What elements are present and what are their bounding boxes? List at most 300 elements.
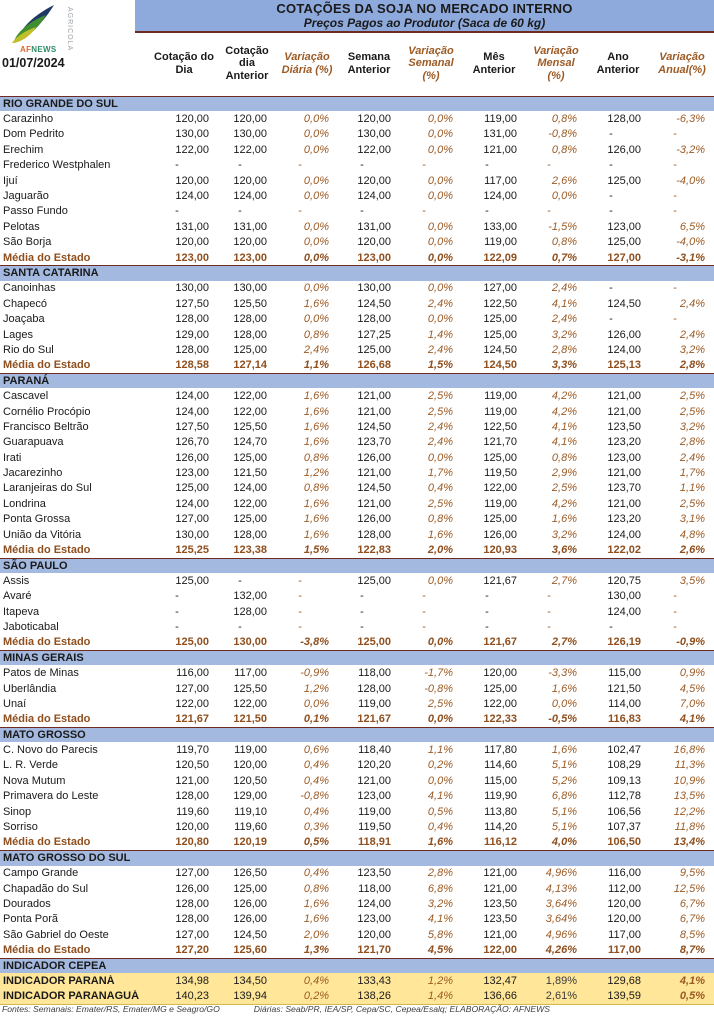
- value-cell: 125,00: [483, 328, 517, 341]
- value-cell: 120,50: [175, 759, 209, 772]
- value-cell: 0,0%: [427, 282, 453, 295]
- value-cell: -: [422, 205, 426, 218]
- value-cell: 2,8%: [427, 867, 453, 880]
- value-cell: 1,1%: [303, 359, 329, 372]
- value-cell: -: [673, 313, 677, 326]
- value-cell: 121,00: [607, 390, 641, 403]
- value-cell: 128,00: [175, 313, 209, 326]
- value-cell: -: [298, 205, 302, 218]
- sources-footer: [2, 1004, 714, 1014]
- value-cell: -: [175, 159, 179, 172]
- value-cell: 123,20: [607, 513, 641, 526]
- value-cell: 124,00: [483, 190, 517, 203]
- value-cell: 0,0%: [303, 697, 329, 710]
- value-cell: -: [673, 620, 677, 633]
- value-cell: 128,00: [233, 528, 267, 541]
- value-cell: 128,58: [175, 359, 209, 372]
- table-row: [0, 989, 714, 1005]
- value-cell: 127,20: [175, 944, 209, 957]
- value-cell: 0,8%: [303, 882, 329, 895]
- value-cell: 2,4%: [551, 313, 577, 326]
- table-row: [0, 681, 714, 696]
- value-cell: -: [547, 620, 551, 633]
- row-label: Média do Estado: [3, 836, 91, 849]
- value-cell: 114,00: [608, 697, 641, 710]
- value-cell: 1,7%: [679, 467, 705, 480]
- row-label: Francisco Beltrão: [3, 420, 89, 433]
- row-label: Avaré: [3, 590, 32, 603]
- value-cell: 2,0%: [303, 928, 329, 941]
- value-cell: 112,78: [608, 790, 641, 803]
- value-cell: 124,00: [357, 190, 391, 203]
- column-header-4: Variação Semanal (%): [408, 45, 454, 82]
- value-cell: 2,7%: [551, 636, 577, 649]
- value-cell: -: [485, 205, 489, 218]
- value-cell: 2,9%: [551, 467, 577, 480]
- value-cell: 0,4%: [303, 774, 329, 787]
- value-cell: 120,00: [357, 113, 391, 126]
- value-cell: -: [422, 605, 426, 618]
- value-cell: 0,4%: [303, 867, 329, 880]
- value-cell: 127,00: [483, 282, 517, 295]
- value-cell: 11,8%: [674, 821, 705, 834]
- value-cell: -: [298, 159, 302, 172]
- value-cell: 130,00: [175, 282, 209, 295]
- value-cell: 128,00: [233, 328, 267, 341]
- value-cell: 125,00: [233, 513, 267, 526]
- value-cell: 124,00: [175, 405, 209, 418]
- table-row: [0, 665, 714, 680]
- value-cell: 0,0%: [427, 574, 453, 587]
- row-label: Patos de Minas: [3, 667, 79, 680]
- value-cell: 115,00: [608, 667, 641, 680]
- value-cell: 0,8%: [303, 482, 329, 495]
- value-cell: 119,50: [358, 821, 391, 834]
- value-cell: 4,2%: [551, 405, 577, 418]
- value-cell: 0,0%: [551, 697, 577, 710]
- value-cell: 120,00: [175, 174, 209, 187]
- value-cell: 139,59: [607, 990, 641, 1003]
- row-label: Jacarezinho: [3, 467, 63, 480]
- value-cell: 125,00: [175, 574, 209, 587]
- value-cell: 125,00: [483, 513, 517, 526]
- row-label: Primavera do Leste: [3, 790, 99, 803]
- column-header-0: Cotação do Dia: [154, 51, 214, 76]
- value-cell: 122,33: [483, 713, 517, 726]
- value-cell: 125,00: [483, 313, 517, 326]
- value-cell: 140,23: [175, 990, 209, 1003]
- value-cell: 0,9%: [679, 667, 705, 680]
- table-row: [0, 111, 714, 126]
- value-cell: 6,7%: [679, 913, 705, 926]
- table-row: [0, 235, 714, 250]
- value-cell: 0,0%: [303, 251, 329, 264]
- table-row: [0, 835, 714, 850]
- value-cell: 121,50: [607, 682, 641, 695]
- value-cell: 118,00: [358, 882, 391, 895]
- value-cell: 5,2%: [551, 774, 577, 787]
- value-cell: 0,5%: [427, 805, 453, 818]
- value-cell: 121,50: [233, 713, 267, 726]
- value-cell: 123,50: [483, 898, 517, 910]
- value-cell: 3,2%: [551, 528, 577, 541]
- table-row: [0, 465, 714, 480]
- value-cell: 124,50: [233, 928, 267, 941]
- value-cell: 0,0%: [427, 313, 453, 326]
- value-cell: 2,4%: [303, 343, 329, 356]
- table-row: [0, 311, 714, 326]
- value-cell: 123,00: [175, 251, 209, 264]
- table-row: [0, 419, 714, 434]
- value-cell: 2,4%: [551, 282, 577, 295]
- value-cell: 0,0%: [427, 451, 453, 464]
- value-cell: 2,5%: [679, 405, 705, 418]
- value-cell: 0,0%: [303, 143, 329, 156]
- value-cell: 139,94: [233, 990, 267, 1003]
- value-cell: 2,4%: [679, 451, 705, 464]
- value-cell: 128,00: [175, 343, 209, 356]
- value-cell: 6,8%: [551, 790, 577, 803]
- value-cell: 0,2%: [427, 759, 453, 772]
- value-cell: -1,7%: [424, 667, 453, 680]
- column-header-7: Ano Anterior: [596, 51, 640, 76]
- page-title: COTAÇÕES DA SOJA NO MERCADO INTERNO: [276, 1, 573, 16]
- value-cell: 0,0%: [303, 113, 329, 126]
- value-cell: 130,00: [175, 128, 209, 141]
- value-cell: 108,29: [607, 759, 641, 772]
- value-cell: -: [360, 605, 364, 618]
- value-cell: 136,66: [483, 990, 517, 1003]
- table-row: [0, 804, 714, 819]
- table-row: [0, 604, 714, 619]
- value-cell: 2,61%: [545, 990, 577, 1003]
- table-row: [0, 296, 714, 311]
- value-cell: -: [238, 205, 242, 218]
- table-row: [0, 158, 714, 173]
- value-cell: -0,8%: [424, 682, 453, 695]
- value-cell: 13,4%: [673, 836, 705, 849]
- value-cell: 3,64%: [545, 898, 577, 910]
- value-cell: -: [422, 590, 426, 603]
- value-cell: 2,5%: [427, 405, 453, 418]
- table-row: [0, 635, 714, 650]
- value-cell: 127,50: [175, 297, 209, 310]
- value-cell: 121,00: [607, 467, 641, 480]
- value-cell: 128,00: [357, 313, 391, 326]
- title-banner: [135, 0, 714, 33]
- value-cell: 124,00: [357, 898, 391, 910]
- value-cell: 129,00: [175, 328, 209, 341]
- value-cell: 7,0%: [679, 697, 705, 710]
- value-cell: 124,00: [607, 528, 641, 541]
- value-cell: 1,89%: [545, 974, 577, 987]
- value-cell: 116,00: [176, 667, 209, 680]
- value-cell: -: [298, 620, 302, 633]
- table-row: [0, 896, 714, 911]
- value-cell: 126,68: [357, 359, 391, 372]
- value-cell: 2,8%: [679, 436, 705, 449]
- value-cell: 124,00: [233, 190, 267, 203]
- value-cell: 120,00: [175, 113, 209, 126]
- value-cell: 118,40: [358, 744, 391, 757]
- value-cell: -: [673, 590, 677, 603]
- value-cell: -0,8%: [300, 790, 329, 803]
- value-cell: 121,70: [357, 944, 391, 957]
- value-cell: 4,1%: [427, 790, 453, 803]
- section-header: INDICADOR CEPEA: [0, 958, 714, 973]
- value-cell: 3,1%: [679, 513, 705, 526]
- value-cell: -: [485, 159, 489, 172]
- row-label: C. Novo do Parecis: [3, 744, 98, 757]
- value-cell: 123,20: [607, 436, 641, 449]
- value-cell: 120,00: [483, 667, 517, 680]
- value-cell: 0,0%: [427, 113, 453, 126]
- value-cell: 5,8%: [427, 928, 453, 941]
- value-cell: 121,00: [483, 928, 517, 941]
- value-cell: 12,2%: [673, 805, 705, 818]
- value-cell: 120,00: [607, 898, 641, 910]
- value-cell: 2,6%: [551, 174, 577, 187]
- table-row: [0, 927, 714, 942]
- value-cell: 119,60: [234, 821, 267, 834]
- logo-vertical-text: AGRICOLA: [66, 7, 73, 52]
- table-row: [0, 173, 714, 188]
- row-label: União da Vitória: [3, 528, 82, 541]
- value-cell: 3,2%: [679, 343, 705, 356]
- table-row: [0, 696, 714, 711]
- value-cell: 11,3%: [674, 759, 705, 772]
- value-cell: 126,00: [233, 898, 267, 910]
- value-cell: 116,12: [483, 836, 517, 849]
- value-cell: 122,00: [233, 143, 267, 156]
- row-label: Média do Estado: [3, 944, 91, 957]
- row-label: Canoinhas: [3, 282, 56, 295]
- section-header: SANTA CATARINA: [0, 265, 714, 280]
- value-cell: 119,00: [484, 236, 517, 249]
- value-cell: -: [485, 605, 489, 618]
- logo-af: AF: [20, 45, 32, 54]
- value-cell: 2,0%: [427, 544, 453, 557]
- section-header: MINAS GERAIS: [0, 650, 714, 665]
- value-cell: -: [298, 605, 302, 618]
- value-cell: 6,5%: [679, 220, 705, 233]
- value-cell: 120,20: [357, 759, 391, 772]
- value-cell: 0,0%: [303, 220, 329, 233]
- value-cell: 1,6%: [551, 744, 577, 757]
- value-cell: 0,0%: [427, 636, 453, 649]
- value-cell: 119,00: [484, 390, 517, 403]
- column-header-5: Mês Anterior: [472, 51, 516, 76]
- value-cell: 119,00: [484, 113, 517, 126]
- column-header-3: Semana Anterior: [347, 51, 391, 76]
- value-cell: 127,14: [233, 359, 267, 372]
- row-label: Cascavel: [3, 390, 49, 403]
- value-cell: 126,00: [175, 451, 209, 464]
- value-cell: 123,00: [607, 451, 641, 464]
- value-cell: 124,50: [483, 359, 517, 372]
- row-label: Chapecó: [3, 297, 48, 310]
- value-cell: -: [422, 620, 426, 633]
- value-cell: 120,19: [233, 836, 267, 849]
- value-cell: 13,5%: [673, 790, 705, 803]
- value-cell: 2,5%: [679, 497, 705, 510]
- value-cell: 123,70: [357, 436, 391, 449]
- value-cell: 120,00: [607, 913, 641, 926]
- value-cell: 0,0%: [427, 190, 453, 203]
- value-cell: 131,00: [357, 220, 391, 233]
- value-cell: 119,10: [234, 805, 267, 818]
- value-cell: 119,70: [176, 744, 209, 757]
- value-cell: 2,5%: [551, 482, 577, 495]
- value-cell: 125,60: [233, 944, 267, 957]
- value-cell: 126,00: [483, 528, 517, 541]
- value-cell: 4,1%: [427, 913, 453, 926]
- row-label: Dourados: [3, 898, 51, 910]
- value-cell: 8,7%: [679, 944, 705, 957]
- value-cell: 123,70: [607, 482, 641, 495]
- report-date: 01/07/2024: [2, 56, 65, 70]
- table-row: [0, 127, 714, 142]
- value-cell: -: [673, 282, 677, 295]
- value-cell: 122,50: [483, 297, 517, 310]
- value-cell: -0,5%: [548, 713, 577, 726]
- value-cell: 2,6%: [679, 544, 705, 557]
- row-label: Ijuí: [3, 174, 18, 187]
- value-cell: 132,47: [483, 974, 517, 987]
- value-cell: 125,00: [607, 174, 641, 187]
- value-cell: 1,1%: [427, 744, 453, 757]
- value-cell: 119,00: [484, 497, 517, 510]
- row-label: Cornélio Procópio: [3, 405, 91, 418]
- value-cell: 10,9%: [673, 774, 705, 787]
- value-cell: 1,6%: [303, 898, 329, 910]
- value-cell: 130,00: [357, 128, 391, 141]
- value-cell: 123,00: [357, 251, 391, 264]
- value-cell: -0,8%: [548, 128, 577, 141]
- column-header-2: Variação Diária (%): [281, 51, 333, 76]
- value-cell: 4,2%: [551, 390, 577, 403]
- value-cell: 124,00: [175, 497, 209, 510]
- value-cell: 125,00: [357, 636, 391, 649]
- value-cell: -: [673, 605, 677, 618]
- value-cell: 119,00: [358, 697, 391, 710]
- value-cell: 121,00: [357, 467, 391, 480]
- value-cell: -: [238, 574, 242, 587]
- value-cell: 122,00: [175, 697, 209, 710]
- value-cell: -: [547, 205, 551, 218]
- value-cell: 1,6%: [303, 528, 329, 541]
- value-cell: 1,6%: [427, 836, 453, 849]
- value-cell: 121,00: [357, 497, 391, 510]
- table-row: [0, 819, 714, 834]
- value-cell: -: [609, 282, 613, 295]
- row-label: Laranjeiras do Sul: [3, 482, 92, 495]
- table-row: [0, 619, 714, 634]
- value-cell: 123,00: [233, 251, 267, 264]
- value-cell: 117,00: [484, 174, 517, 187]
- value-cell: 124,00: [607, 343, 641, 356]
- value-cell: 1,1%: [679, 482, 705, 495]
- value-cell: -: [298, 574, 302, 587]
- row-label: Irati: [3, 451, 22, 464]
- row-label: INDICADOR PARANAGUÁ: [3, 990, 140, 1003]
- value-cell: 117,80: [484, 744, 517, 757]
- section-header: RIO GRANDE DO SUL: [0, 96, 714, 111]
- value-cell: 6,7%: [679, 898, 705, 910]
- value-cell: 2,5%: [427, 697, 453, 710]
- value-cell: 127,00: [175, 867, 209, 880]
- row-label: Campo Grande: [3, 867, 79, 880]
- value-cell: 127,00: [175, 682, 209, 695]
- row-label: Erechim: [3, 143, 44, 156]
- row-label: Unaí: [3, 697, 27, 710]
- value-cell: 4,2%: [551, 497, 577, 510]
- table-row: [0, 450, 714, 465]
- value-cell: 128,00: [357, 528, 391, 541]
- value-cell: 128,00: [233, 605, 267, 618]
- value-cell: 122,83: [357, 544, 391, 557]
- value-cell: 1,7%: [427, 467, 453, 480]
- value-cell: 8,5%: [679, 928, 705, 941]
- section-header: PARANÁ: [0, 373, 714, 388]
- value-cell: 128,00: [175, 898, 209, 910]
- row-label: Ponta Grossa: [3, 513, 71, 526]
- table-row: [0, 512, 714, 527]
- value-cell: -: [360, 590, 364, 603]
- value-cell: 107,37: [607, 821, 641, 834]
- value-cell: 126,00: [607, 328, 641, 341]
- value-cell: 113,80: [484, 805, 517, 818]
- value-cell: -: [238, 159, 242, 172]
- value-cell: 124,00: [233, 482, 267, 495]
- value-cell: -: [673, 128, 677, 141]
- value-cell: 4,1%: [551, 297, 577, 310]
- value-cell: 4,8%: [679, 528, 705, 541]
- row-label: Jaguarão: [3, 190, 49, 203]
- table-row: [0, 712, 714, 727]
- value-cell: 1,6%: [303, 436, 329, 449]
- row-label: São Gabriel do Oeste: [3, 928, 109, 941]
- value-cell: -: [547, 590, 551, 603]
- value-cell: 106,56: [607, 805, 641, 818]
- section-header: SÃO PAULO: [0, 558, 714, 573]
- table-row: [0, 866, 714, 881]
- value-cell: 109,13: [607, 774, 641, 787]
- row-label: Sorriso: [3, 821, 38, 834]
- value-cell: -: [673, 205, 677, 218]
- value-cell: 2,4%: [679, 328, 705, 341]
- value-cell: 124,00: [175, 390, 209, 403]
- value-cell: 0,8%: [303, 328, 329, 341]
- value-cell: 123,00: [357, 790, 391, 803]
- value-cell: 0,0%: [427, 174, 453, 187]
- value-cell: 120,00: [357, 174, 391, 187]
- value-cell: 1,6%: [551, 513, 577, 526]
- row-label: Jaboticabal: [3, 620, 59, 633]
- value-cell: 4,1%: [679, 974, 705, 987]
- column-header-8: Variação Anual(%): [658, 51, 706, 76]
- value-cell: 1,4%: [427, 990, 453, 1003]
- value-cell: 0,0%: [303, 236, 329, 249]
- value-cell: 5,1%: [551, 821, 577, 834]
- value-cell: 125,00: [357, 574, 391, 587]
- table-row: [0, 589, 714, 604]
- value-cell: 4,96%: [545, 867, 577, 880]
- value-cell: 0,8%: [551, 451, 577, 464]
- value-cell: 0,4%: [427, 482, 453, 495]
- value-cell: 0,8%: [551, 113, 577, 126]
- value-cell: -: [609, 128, 613, 141]
